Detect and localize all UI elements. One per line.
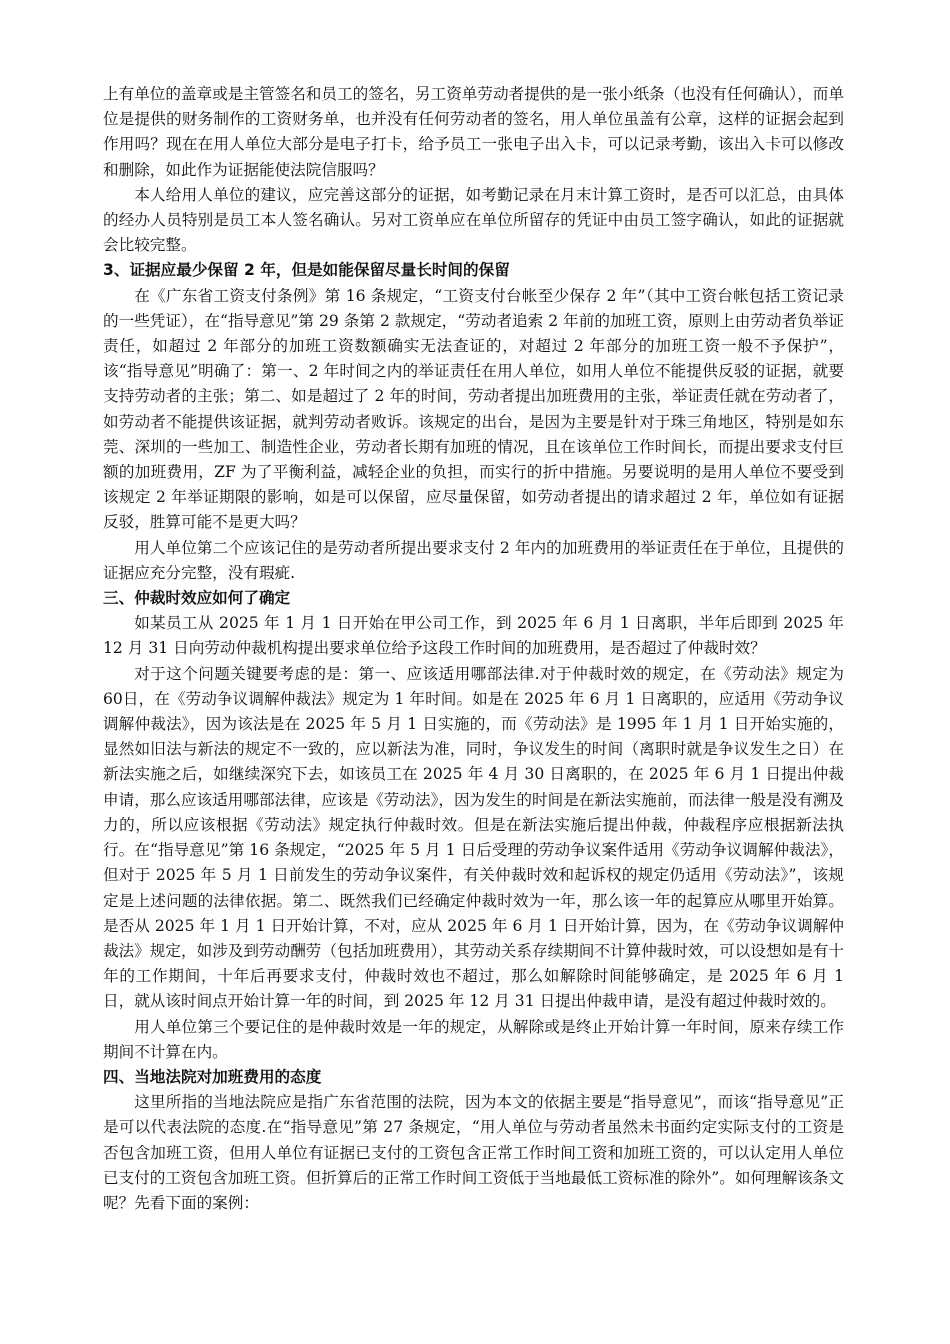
section-heading-court-attitude: 四、当地法院对加班费用的态度 xyxy=(103,1067,322,1086)
paragraph-retention-rules: 在《广东省工资支付条例》第 16 条规定，“工资支付台帐至少保存 2 年”（其中工资台帐包括工资记录的一些凭证），在“指导意见”第 29 条第 2 款规定，“劳动者追索 2 年前的加班工资，原则上由劳动者负举证责任，如超过 2 年部分的加班工资数额确实无法查证的，对超过 2 年部分的加班工资一般不予保护”，该“指导意见”明确了：第一、2 年时间之内的举证责任在用人单位，如用人单位不能提供反驳的证据，就要支持劳动者的主张；第二、如是超过了 2 年的时间，劳动者提出加班费用的主张，举证责任就在劳动者了，如劳动者不能提供该证据，就判劳动者败诉。该规定的出台，是因为主要是针对于珠三角地区，特别是如东莞、深圳的一些加工、制造性企业，劳动者长期有加班的情况，且在该单位工作时间长，而提出要求支付巨额的加班费用，ZF 为了平衡利益，减轻企业的负担，而实行的折中措施。另要说明的是用人单位不要受到该规定 2 年举证期限的影响，如是可以保留，应尽量保留，如劳动者提出的请求超过 2 年，单位如有证据反驳，胜算可能不是更大吗？ xyxy=(103,286,844,532)
section-heading-arbitration-limit: 三、仲裁时效应如何了确定 xyxy=(103,589,291,608)
section-heading-evidence-retention: 3、证据应最少保留 2 年，但是如能保留尽量长时间的保留 xyxy=(103,261,510,280)
paragraph-evidence-question: 上有单位的盖章或是主管签名和员工的签名，另工资单劳动者提供的是一张小纸条（也没有任何确认），而单位是提供的财务制作的工资财务单，也并没有任何劳动者的签名，用人单位虽盖有公章，这样的证据会起到作用吗？现在在用人单位大部分是电子打卡，给予员工一张电子出入卡，可以记录考勤，该出入卡可以修改和删除，如此作为证据能使法院信服吗？ xyxy=(103,85,844,179)
paragraph-case-example: 如某员工从 2025 年 1 月 1 日开始在甲公司工作，到 2025 年 6 月 1 日离职，半年后即到 2025 年 12 月 31 日向劳动仲裁机构提出要求单位给予这段工作时间的加班费用，是否超过了仲裁时效？ xyxy=(103,614,844,658)
paragraph-analysis: 对于这个问题关键要考虑的是：第一、应该适用哪部法律.对于仲裁时效的规定，在《劳动法》规定为60日，在《劳动争议调解仲裁法》规定为 1 年时间。如是在 2025 年 6 月 1 日离职的，应适用《劳动争议调解仲裁法》，因为该法是在 2025 年 5 月 1 日实施的，而《劳动法》是 1995 年 1 月 1 日开始实施的，显然如旧法与新法的规定不一致的，应以新法为准，同时，争议发生的时间（离职时就是争议发生之日）在新法实施之后，如继续深究下去，如该员工在 2025 年 4 月 30 日离职的，在 2025 年 6 月 1 日提出仲裁申请，那么应该适用哪部法律，应该是《劳动法》，因为发生的时间是在新法实施前，而法律一般是没有溯及力的，所以应该根据《劳动法》规定执行仲裁时效。但是在新法实施后提出仲裁，仲裁程序应根据新法执行。在“指导意见”第 16 条规定，“2025 年 5 月 1 日后受理的劳动争议案件适用《劳动争议调解仲裁法》，但对于 2025 年 5 月 1 日前发生的劳动争议案件，有关仲裁时效和起诉权的规定仍适用《劳动法》”，该规定是上述问题的法律依据。第二、既然我们已经确定仲裁时效为一年，那么该一年的起算应从哪里开始算。是否从 2025 年 1 月 1 日开始计算，不对，应从 2025 年 6 月 1 日开始计算，因为，在《劳动争议调解仲裁法》规定，如涉及到劳动酬劳（包括加班费用），其劳动关系存续期间不计算仲裁时效，可以设想如是有十年的工作期间，十年后再要求支付，仲裁时效也不超过，那么如解除时间能够确定，是 2025 年 6 月 1 日，就从该时间点开始计算一年的时间，到 2025 年 12 月 31 日提出仲裁申请，是没有超过仲裁时效的。 xyxy=(103,664,844,1011)
paragraph-evidence-advice: 本人给用人单位的建议，应完善这部分的证据，如考勤记录在月末计算工资时，是否可以汇总，由具体的经办人员特别是员工本人签名确认。另对工资单应在单位所留存的凭证中由员工签字确认，如此的证据就会比较完整。 xyxy=(103,185,844,255)
paragraph-burden-of-proof: 用人单位第二个应该记住的是劳动者所提出要求支付 2 年内的加班费用的举证责任在于单位，且提供的证据应充分完整，没有瑕疵. xyxy=(103,538,844,582)
paragraph-court-guidance: 这里所指的当地法院应是指广东省范围的法院，因为本文的依据主要是“指导意见”，而该“指导意见”正是可以代表法院的态度.在“指导意见”第 27 条规定，“用人单位与劳动者虽然未书面约定实际支付的工资是否包含加班工资，但用人单位有证据已支付的工资包含正常工作时间工资和加班工资的，可以认定用人单位已支付的工资包含加班工资。但折算后的正常工作时间工资低于当地最低工资标准的除外”。如何理解该条文呢？先看下面的案例： xyxy=(103,1093,844,1212)
paragraph-limit-summary: 用人单位第三个要记住的是仲裁时效是一年的规定，从解除或是终止开始计算一年时间，原来存续工作期间不计算在内。 xyxy=(103,1017,844,1061)
